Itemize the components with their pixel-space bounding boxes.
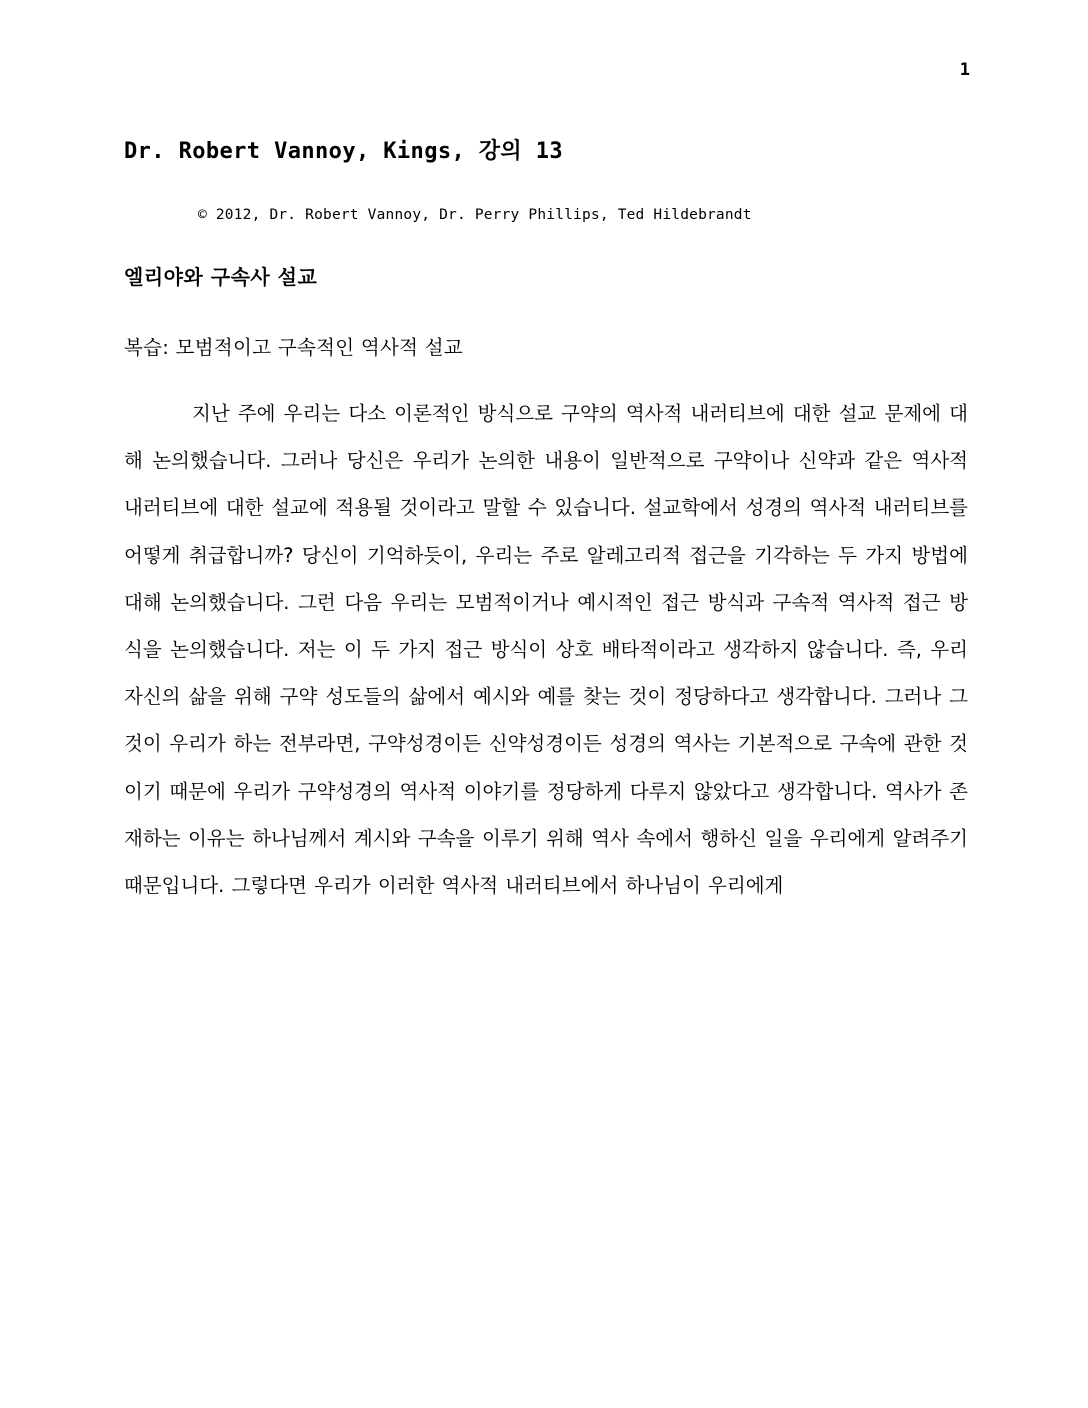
document-content xyxy=(120,128,968,909)
copyright-line: © 2012, Dr. Robert Vannoy, Dr. Perry Phillips, Ted Hildebrandt xyxy=(198,207,752,223)
section-heading: 엘리야와 구속사 설교 xyxy=(124,265,318,289)
page-number: 1 xyxy=(959,60,970,80)
page-title: Dr. Robert Vannoy, Kings, 강의 13 xyxy=(124,139,564,164)
body-paragraph: 지난 주에 우리는 다소 이론적인 방식으로 구약의 역사적 내러티브에 대한 설교 문제에 대해 논의했습니다. 그러나 당신은 우리가 논의한 내용이 일반적으로 구약이나 신약과 같은 역사적 내러티브에 대한 설교에 적용될 것이라고 말할 수 있습니다. 설교학에서 성경의 역사적 내러티브를 어떻게 취급합니까? 당신이 기억하듯이, 우리는 주로 알레고리적 접근을 기각하는 두 가지 방법에 대해 논의했습니다. 그런 다음 우리는 모범적이거나 예시적인 접근 방식과 구속적 역사적 접근 방식을 논의했습니다. 저는 이 두 가지 접근 방식이 상호 배타적이라고 생각하지 않습니다. 즉, 우리 자신의 삶을 위해 구약 성도들의 삶에서 예시와 예를 찾는 것이 정당하다고 생각합니다. 그러나 그것이 우리가 하는 전부라면, 구약성경이든 신약성경이든 성경의 역사는 기본적으로 구속에 관한 것이기 때문에 우리가 구약성경의 역사적 이야기를 정당하게 다루지 않았다고 생각합니다. 역사가 존재하는 이유는 하나님께서 계시와 구속을 이루기 위해 역사 속에서 행하신 일을 우리에게 알려주기 때문입니다. 그렇다면 우리가 이러한 역사적 내러티브에서 하나님이 우리에게 xyxy=(124,402,968,897)
subheading: 복습: 모범적이고 구속적인 역사적 설교 xyxy=(124,336,464,359)
